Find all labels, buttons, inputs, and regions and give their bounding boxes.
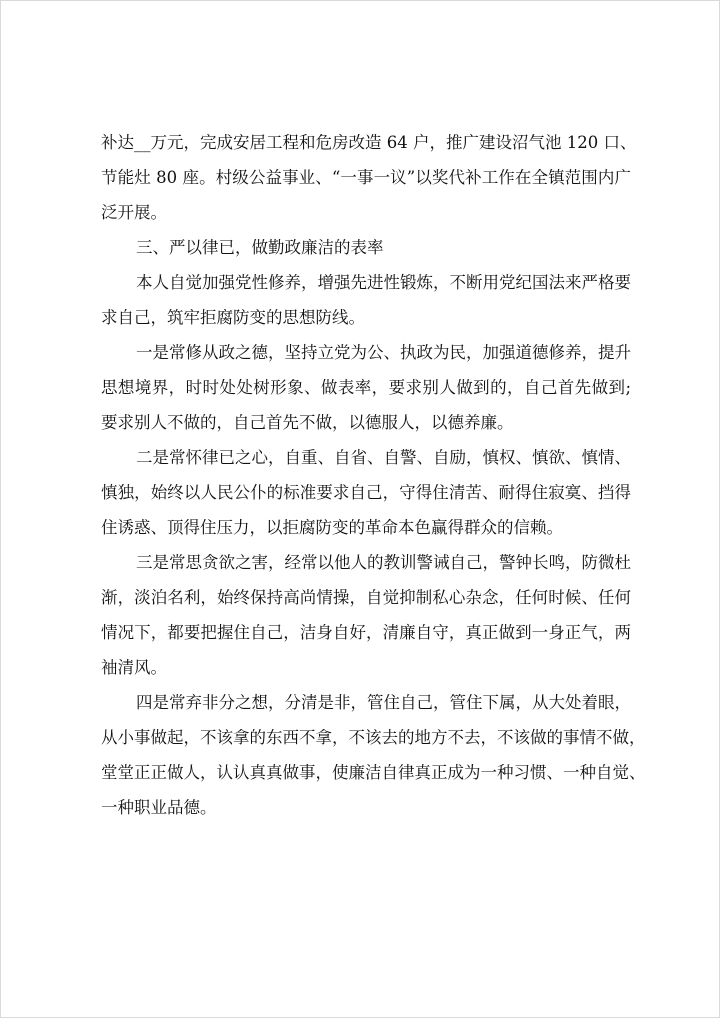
text-line: 节能灶 80 座。村级公益事业、“一事一议”以奖代补工作在全镇范围内广 <box>101 168 631 187</box>
paragraph-point-four <box>101 685 646 825</box>
text-line: 泛开展。 <box>101 203 167 222</box>
text-line: 四是常弃非分之想，分清是非，管住自己，管住下属，从大处着眼， <box>136 693 631 712</box>
text-line: 要求别人不做的，自己首先不做，以德服人，以德养廉。 <box>101 413 514 432</box>
text-line: 从小事做起，不该拿的东西不拿，不该去的地方不去，不该做的事情不做， <box>101 728 646 747</box>
text-line: 袖清风。 <box>101 658 167 677</box>
text-line: 一种职业品德。 <box>101 798 217 817</box>
text-line: 二是常怀律已之心，自重、自省、自警、自励，慎权、慎欲、慎情、 <box>136 448 631 467</box>
heading-text: 三、严以律已，做勤政廉洁的表率 <box>136 238 384 257</box>
text-line: 慎独，始终以人民公仆的标准要求自己，守得住清苦、耐得住寂寞、挡得 <box>101 483 631 502</box>
paragraph-point-two <box>101 440 631 545</box>
paragraph-point-three <box>101 545 631 685</box>
text-line: 三是常思贪欲之害，经常以他人的教训警诫自己，警钟长鸣，防微杜 <box>136 553 631 572</box>
text-line: 堂堂正正做人，认认真真做事，使廉洁自律真正成为一种习惯、一种自觉、 <box>101 763 646 782</box>
text-line: 渐，淡泊名利，始终保持高尚情操，自觉抑制私心杂念，任何时候、任何 <box>101 588 631 607</box>
text-line: 思想境界，时时处处树形象、做表率，要求别人做到的，自己首先做到; <box>101 378 631 397</box>
paragraph-achievements <box>101 125 637 230</box>
paragraph-point-one <box>101 335 631 440</box>
text-line: 一是常修从政之德，坚持立党为公、执政为民，加强道德修养，提升 <box>136 343 631 362</box>
document-body <box>101 125 646 825</box>
text-line: 求自己，筑牢拒腐防变的思想防线。 <box>101 308 365 327</box>
text-line: 住诱惑、顶得住压力，以拒腐防变的革命本色赢得群众的信赖。 <box>101 518 563 537</box>
section-heading <box>101 230 631 265</box>
text-line: 本人自觉加强党性修养，增强先进性锻炼，不断用党纪国法来严格要 <box>136 273 631 292</box>
text-line: 情况下，都要把握住自己，洁身自好，清廉自守，真正做到一身正气，两 <box>101 623 631 642</box>
text-line: 补达__万元，完成安居工程和危房改造 64 户，推广建设沼气池 120 口、 <box>101 133 637 152</box>
paragraph-intro <box>101 265 631 335</box>
